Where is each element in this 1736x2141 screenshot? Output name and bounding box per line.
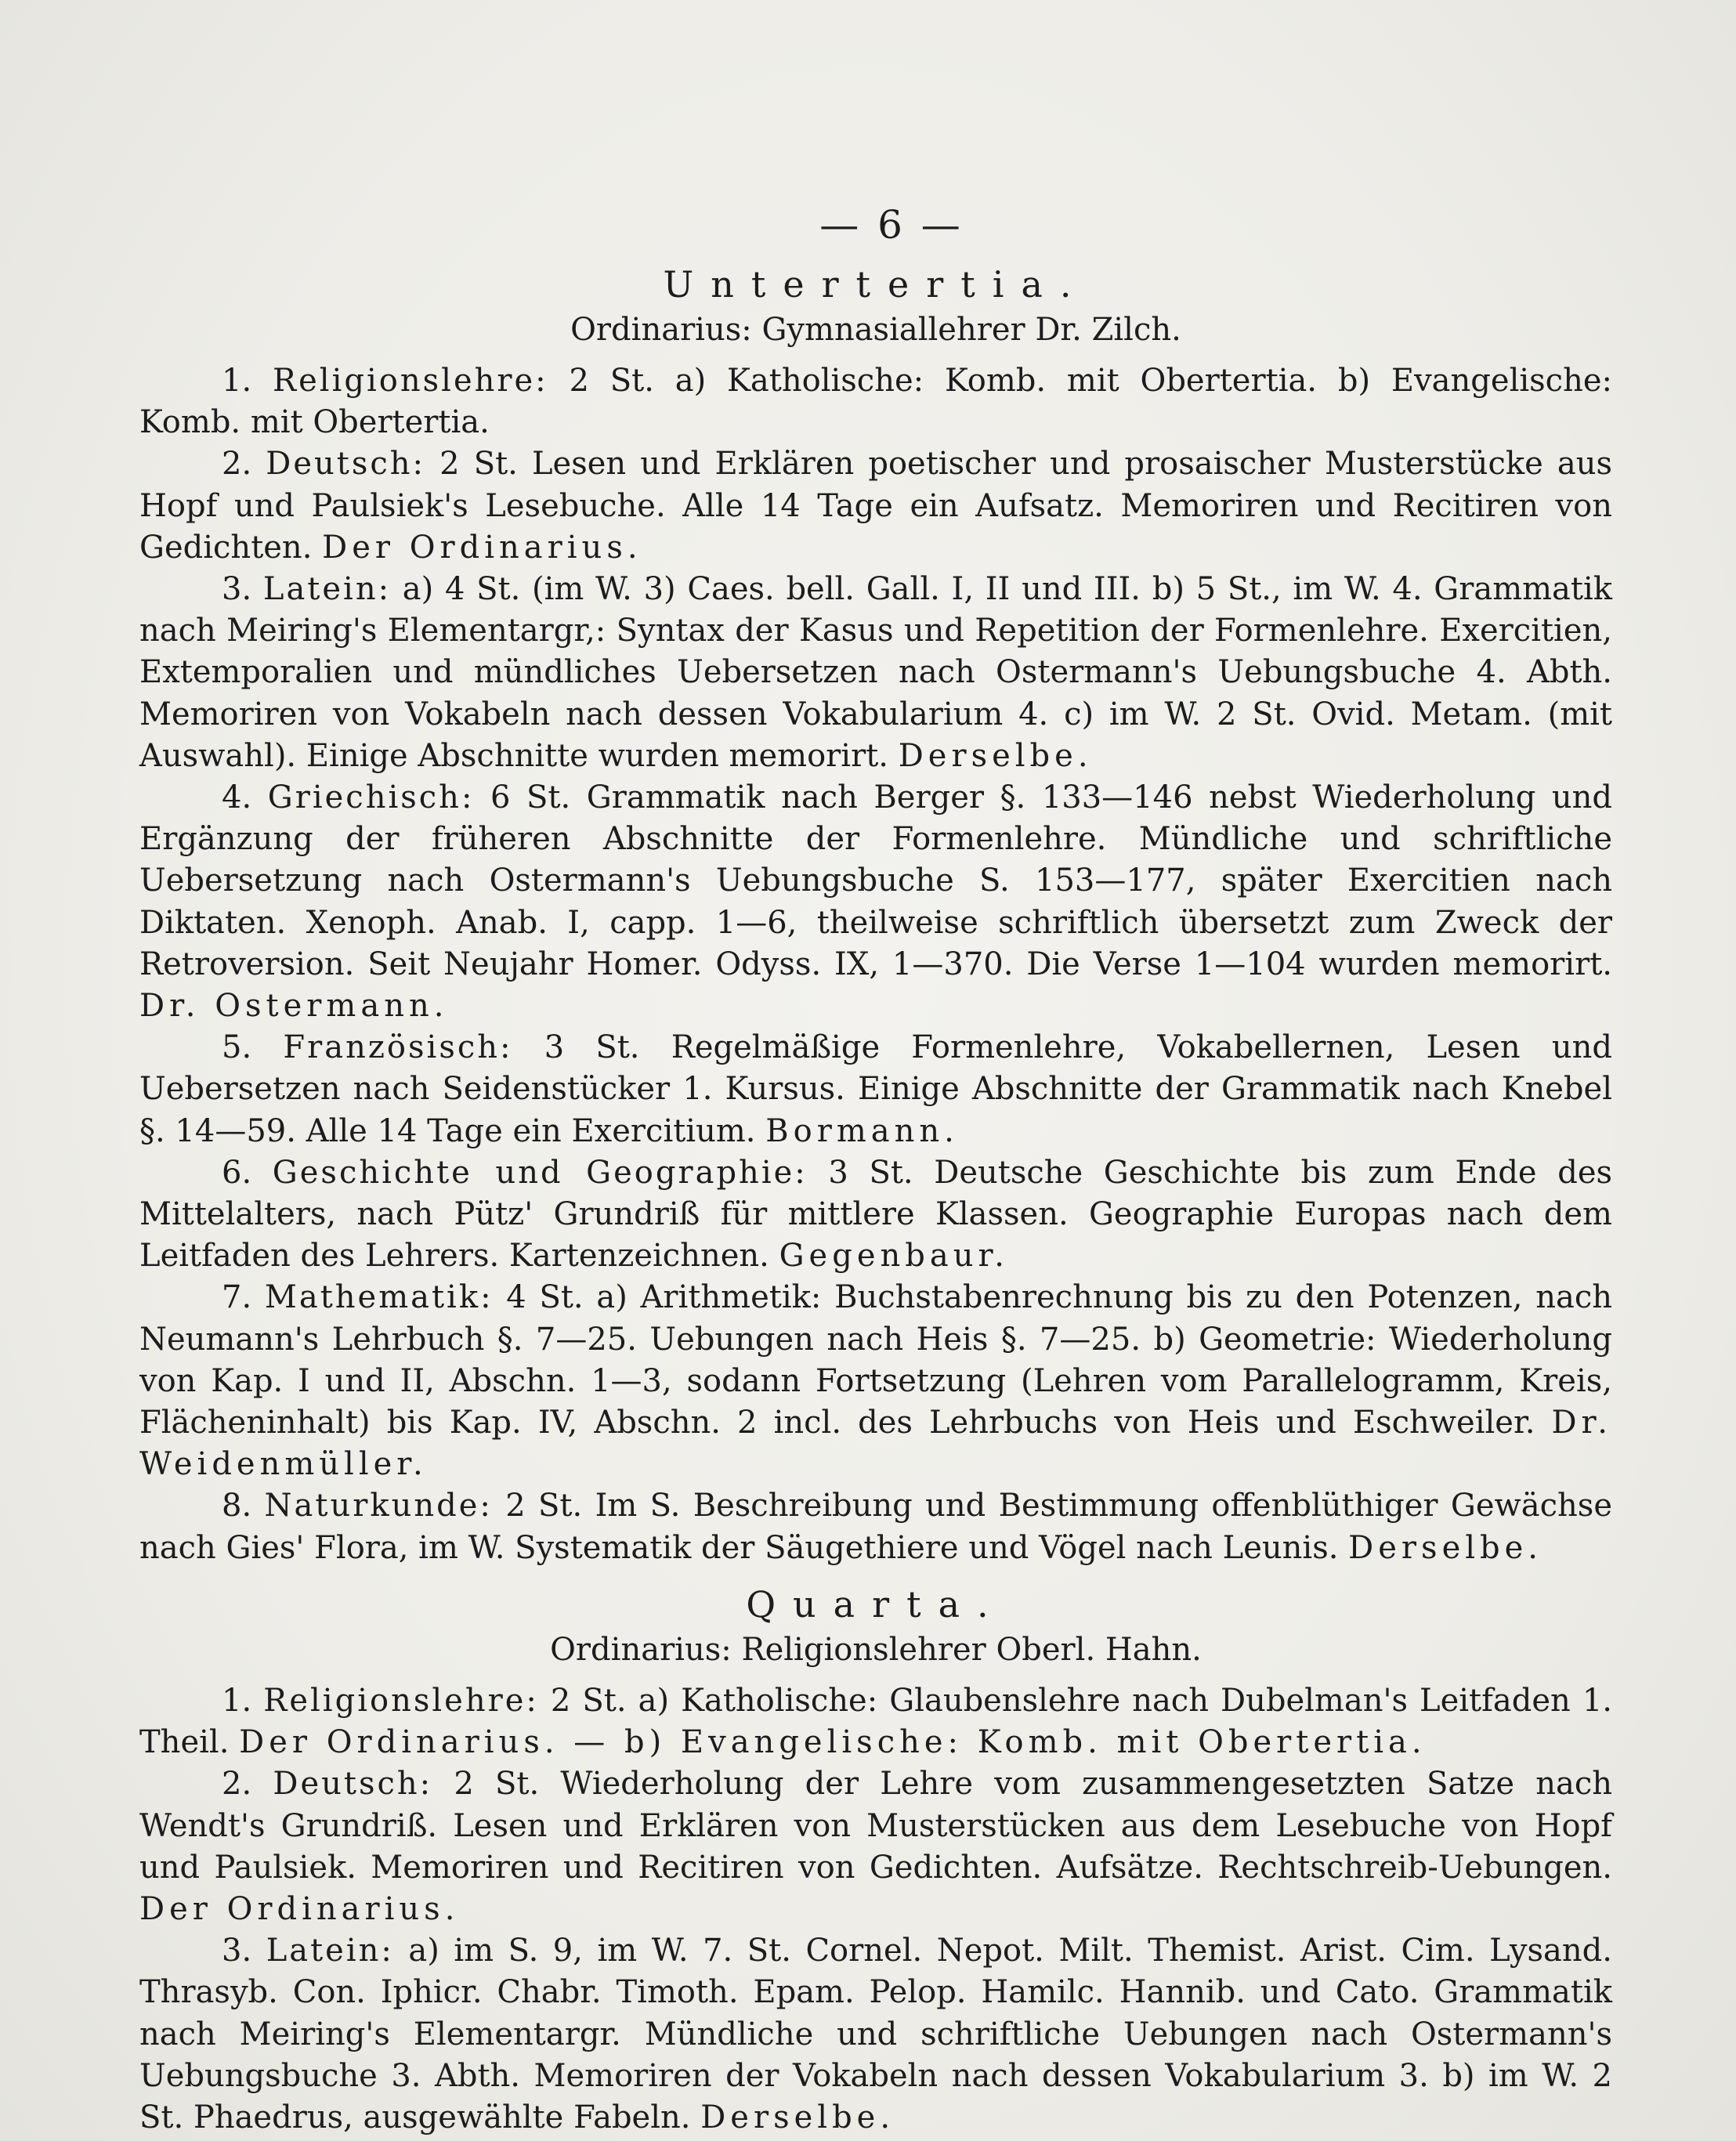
teacher-name: Der Ordinarius. xyxy=(322,529,642,566)
ordinarius-line: Ordinarius: Religionslehrer Oberl. Hahn. xyxy=(550,1631,1202,1668)
subject-name: Latein: xyxy=(266,1933,394,1969)
entry-number: 2. xyxy=(222,446,252,483)
entry-text: a) 4 St. (im W. 3) Caes. bell. Gall. I, II und III. b) 5 St., im W. 4. Grammatik nach Meiring's Elementargr,: Syntax der Kasus und Repetition der Formenlehre. Exercitien, Extemporalien und mündliches Uebersetzen nach Ostermann's Uebungsbuche 4. Abth. Memoriren von Vokabeln nach dessen Vokabularium 4. c) im W. 2 St. Ovid. Metam. (mit Auswahl). Einige Abschnitte wurden memorirt. xyxy=(139,571,1613,774)
entry-text: 2 St. Im S. Beschreibung und Bestimmung offenblüthiger Gewächse nach Gies' Flora, im W. Systematik der Säugethiere und Vögel nach Leunis. xyxy=(139,1488,1612,1566)
subject-name: Geschichte und Geographie: xyxy=(272,1154,808,1191)
teacher-name: Gegenbaur. xyxy=(779,1238,1009,1275)
teacher-name: Der Ordinarius. — b) Evangelische: Komb. mit Obertertia. xyxy=(239,1724,1427,1761)
subject-entry xyxy=(139,1763,1612,1930)
subject-name: Religionslehre: xyxy=(273,363,548,399)
ordinarius-line: Ordinarius: Gymnasiallehrer Dr. Zilch. xyxy=(570,312,1181,348)
subject-entry xyxy=(139,1680,1612,1763)
entry-text: 3 St. Regelmäßige Formenlehre, Vokabellernen, Lesen und Uebersetzen nach Seidenstücker 1. Kursus. Einige Abschnitte der Grammatik nach Knebel §. 14—59. Alle 14 Tage ein Exercitium. xyxy=(139,1029,1612,1149)
subject-name: Französisch: xyxy=(283,1029,513,1066)
entry-number: 6. xyxy=(222,1154,252,1191)
entry-number: 8. xyxy=(222,1488,252,1524)
section-quarta xyxy=(139,1583,1612,2139)
entry-text: 2 St. Lesen und Erklären poetischer und prosaischer Musterstücke aus Hopf und Paulsiek's Lesebuche. Alle 14 Tage ein Aufsatz. Memoriren und Recitiren von Gedichten. xyxy=(139,446,1612,566)
subject-entry xyxy=(139,569,1612,777)
teacher-name: Dr. Ostermann. xyxy=(139,988,449,1025)
subject-entry xyxy=(139,360,1612,443)
entry-number: 1. xyxy=(222,363,252,399)
entry-text: 3 St. Deutsche Geschichte bis zum Ende des Mittelalters, nach Pütz' Grundriß für mittlere Klassen. Geographie Europas nach dem Leitfaden des Lehrers. Kartenzeichnen. xyxy=(139,1154,1613,1275)
entry-number: 1. xyxy=(222,1682,252,1719)
section-untertertia xyxy=(139,263,1612,1569)
entry-text: 2 St. a) Katholische: Glaubenslehre nach Dubelman's Leitfaden 1. Theil. xyxy=(139,1682,1613,1761)
teacher-name: Derselbe. xyxy=(898,737,1093,774)
subject-name: Naturkunde: xyxy=(264,1488,493,1524)
subject-name: Deutsch: xyxy=(266,446,426,483)
section-title: Quarta. xyxy=(746,1582,1006,1626)
subject-entry xyxy=(139,443,1612,569)
entry-number: 3. xyxy=(222,571,252,608)
entry-number: 2. xyxy=(222,1766,252,1803)
subject-name: Religionslehre: xyxy=(263,1682,539,1719)
entry-text: a) im S. 9, im W. 7. St. Cornel. Nepot. Milt. Themist. Arist. Cim. Lysand. Thrasyb. Con. Iphicr. Chabr. Timoth. Epam. Pelop. Hamilc. Hannib. und Cato. Grammatik nach Meiring's Elementargr. Mündliche und schriftliche Uebungen nach Ostermann's Uebungsbuche 3. Abth. Memoriren der Vokabeln nach dessen Vokabularium 3. b) im W. 2 St. Phaedrus, ausgewählte Fabeln. xyxy=(139,1933,1612,2136)
subject-entry xyxy=(139,1930,1612,2139)
subject-name: Latein: xyxy=(262,571,392,608)
teacher-name: Dr. Weidenmüller. xyxy=(139,1405,1612,1483)
entry-number: 5. xyxy=(222,1029,252,1066)
page-content xyxy=(139,202,1612,2139)
subject-name: Deutsch: xyxy=(273,1766,433,1803)
entry-text: 4 St. a) Arithmetik: Buchstabenrechnung bis zu den Potenzen, nach Neumann's Lehrbuch §. 7—25. Uebungen nach Heis §. 7—25. b) Geometrie: Wiederholung von Kap. I und II, Abschn. 1—3, sodann Fortsetzung (Lehren vom Parallelogramm, Kreis, Flächeninhalt) bis Kap. IV, Abschn. 2 incl. des Lehrbuchs von Heis und Eschweiler. xyxy=(139,1279,1612,1441)
teacher-name: Derselbe. xyxy=(1348,1529,1543,1566)
subject-name: Griechisch: xyxy=(267,779,475,816)
section-title: Untertertia. xyxy=(663,263,1089,306)
entry-number: 3. xyxy=(222,1933,252,1969)
teacher-name: Der Ordinarius. xyxy=(139,1890,460,1927)
entry-text: 6 St. Grammatik nach Berger §. 133—146 nebst Wiederholung und Ergänzung der früheren Abschnitte der Formenlehre. Mündliche und schriftliche Uebersetzung nach Ostermann's Uebungsbuche S. 153—177, später Exercitien nach Diktaten. Xenoph. Anab. I, capp. 1—6, theilweise schriftlich übersetzt zum Zweck der Retroversion. Seit Neujahr Homer. Odyss. IX, 1—370. Die Verse 1—104 wurden memorirt. xyxy=(139,779,1613,982)
entry-number: 4. xyxy=(222,779,252,816)
subject-entry xyxy=(139,777,1612,1027)
page-number: — 6 — xyxy=(819,202,964,248)
subject-entry xyxy=(139,1027,1612,1152)
entry-number: 7. xyxy=(222,1279,252,1316)
subject-entry xyxy=(139,1485,1612,1568)
subject-name: Mathematik: xyxy=(264,1279,494,1316)
teacher-name: Bormann. xyxy=(765,1112,959,1149)
subject-entry xyxy=(139,1277,1612,1485)
entry-text: 2 St. Wiederholung der Lehre vom zusammengesetzten Satze nach Wendt's Grundriß. Lesen und Erklären von Musterstücken aus dem Lesebuche von Hopf und Paulsiek. Memoriren und Recitiren von Gedichten. Aufsätze. Rechtschreib-Uebungen. xyxy=(139,1766,1612,1886)
section-gap xyxy=(139,1569,1612,1579)
teacher-name: Derselbe. xyxy=(700,2099,895,2136)
entry-text: 2 St. a) Katholische: Komb. mit Obertertia. b) Evangelische: Komb. mit Obertertia. xyxy=(139,363,1612,441)
subject-entry xyxy=(139,1152,1612,1278)
